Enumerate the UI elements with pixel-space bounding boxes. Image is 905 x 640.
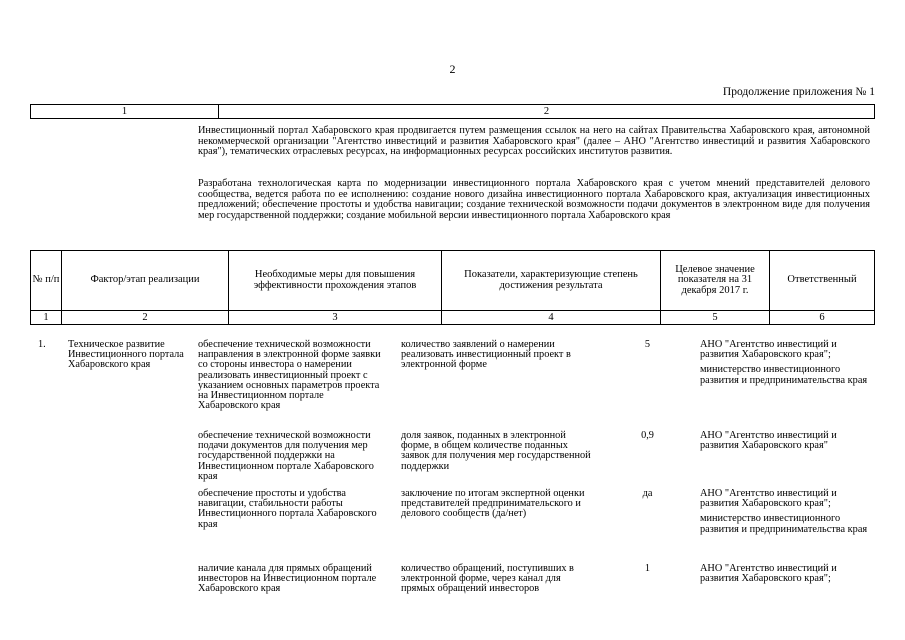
paragraph-1: Инвестиционный портал Хабаровского края продвигается путем размещения ссылок на него на сайтах Правительства Хабаровского края, автономной некоммерческой организации "Агентство инвестиций и развития Хабаровского края" (далее – АНО "Агентство инвестиций и развития Хабаровского края"), тематических отраслевых ресурсах, на информационных ресурсах российских институтов развития. (198, 125, 870, 158)
item-4-target: 1 (644, 563, 651, 574)
col-number-4: 4 (442, 311, 661, 325)
item-3-responsible (700, 489, 870, 535)
item-3-indicator: заключение по итогам экспертной оценки представителей предпринимательского и делового сообществ (да/нет) (401, 488, 585, 520)
item-2-measure: обеспечение технической возможности подачи документов для получения мер государственной поддержки на Инвестиционном портале Хабаровского края (198, 430, 374, 482)
measures-table (30, 250, 875, 325)
item-1-responsible (700, 340, 870, 386)
item-4-indicator: количество обращений, поступивших в электронной форме, через канал для прямых обращений инвесторов (401, 563, 574, 595)
item-3-target: да (642, 488, 653, 499)
col-number-2: 2 (62, 311, 229, 325)
top-col-1: 1 (31, 105, 219, 119)
col-number-5: 5 (661, 311, 770, 325)
col-number-6: 6 (770, 311, 875, 325)
top-column-table (30, 104, 875, 119)
item-3-responsible-2: министерство инвестиционного развития и предпринимательства края (700, 513, 868, 535)
header-indicators: Показатели, характеризующие степень достижения результата (442, 251, 661, 311)
item-1-measure: обеспечение технической возможности направления в электронной форме заявки со стороны инвестора о намерении реализовать инвестиционный проект с указанием основных параметров проекта на Инвестиционном портале Хабаровского края (198, 339, 381, 412)
item-3-measure: обеспечение простоты и удобства навигации, стабильности работы Инвестиционного портала Хабаровского края (198, 488, 377, 530)
item-2-responsible (700, 431, 870, 451)
item-2-indicator: доля заявок, поданных в электронной форме, в общем количестве поданных заявок для получения мер государственной поддержки (401, 430, 591, 472)
top-col-2: 2 (219, 105, 875, 119)
item-2-target: 0,9 (641, 430, 654, 441)
item-1-responsible-2: министерство инвестиционного развития и предпринимательства края (700, 364, 868, 386)
item-4-responsible (700, 564, 870, 584)
header-measures: Необходимые меры для повышения эффективности прохождения этапов (229, 251, 442, 311)
item-1-indicator: количество заявлений о намерении реализовать инвестиционный проект в электронной форме (401, 339, 571, 371)
header-factor: Фактор/этап реализации (62, 251, 229, 311)
paragraph-2: Разработана технологическая карта по модернизации инвестиционного портала Хабаровского края с учетом мнений представителей делового сообщества, ведется работа по ее исполнению: создание нового дизайна инвестиционного портала Хабаровского края, актуализация инвестиционных предложений; обеспечение простоты и удобства навигации; создание технической возможности подачи документов в электронном виде для получения мер государственной поддержки; создание мобильной версии инвестиционного портала Хабаровского края (198, 178, 870, 221)
item-4-measure: наличие канала для прямых обращений инвесторов на Инвестиционном портале Хабаровского края (198, 563, 377, 595)
item-1-target: 5 (644, 339, 651, 350)
continuation-label: Продолжение приложения № 1 (722, 86, 875, 98)
header-num: № п/п (31, 251, 62, 311)
item-1-responsible-1: АНО "Агентство инвестиций и развития Хабаровского края"; (700, 339, 837, 361)
page-number: 2 (449, 62, 456, 76)
item-2-responsible-1: АНО "Агентство инвестиций и развития Хабаровского края" (700, 430, 837, 452)
item-3-responsible-1: АНО "Агентство инвестиций и развития Хабаровского края"; (700, 488, 837, 510)
header-target: Целевое значение показателя на 31 декабря 2017 г. (661, 251, 770, 311)
row-number: 1. (38, 339, 46, 350)
item-4-responsible-1: АНО "Агентство инвестиций и развития Хабаровского края"; (700, 563, 837, 585)
col-number-3: 3 (229, 311, 442, 325)
row-factor: Техническое развитие Инвестиционного портала Хабаровского края (68, 339, 184, 371)
col-number-1: 1 (31, 311, 62, 325)
header-responsible: Ответственный (770, 251, 875, 311)
